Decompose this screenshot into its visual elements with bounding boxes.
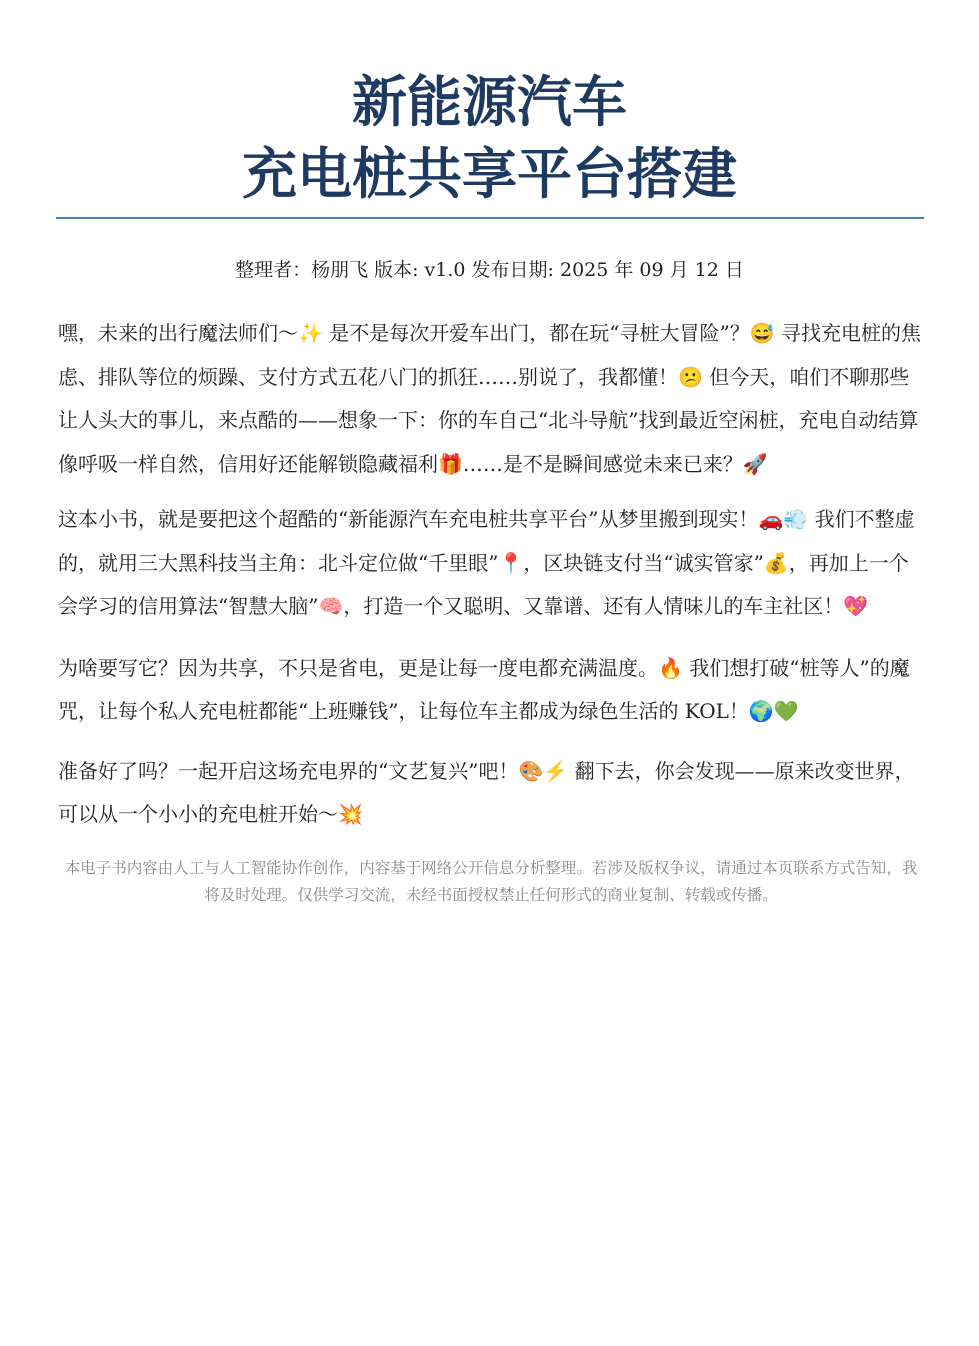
paragraph-purpose: 这本小书，就是要把这个超酷的“新能源汽车充电桩共享平台”从梦里搬到现实！🚗💨 我们不整虚的，就用三大黑科技当主角：北斗定位做“千里眼”📍，区块链支付当“诚实管家”💰，再加上一个会学习的信用算法“智慧大脑”🧠，打造一个又聪明、又靠谱、还有人情味儿的车主社区！💖 <box>58 507 915 618</box>
title-divider <box>56 217 924 219</box>
document-title <box>0 66 979 210</box>
paragraph-intro: 嘿，未来的出行魔法师们～✨ 是不是每次开爱车出门，都在玩“寻桩大冒险”？😅 寻找充电桩的焦虑、排队等位的烦躁、支付方式五花八门的抓狂……别说了，我都懂！😕 但今天，咱们不聊那些让人头大的事儿，来点酷的——想象一下：你的车自己“北斗导航”找到最近空闲桩，充电自动结算像呼吸一样自然，信用好还能解锁隐藏福利🎁……是不是瞬间感觉未来已来？🚀 <box>58 321 921 476</box>
title-line-1: 新能源汽车 <box>351 70 627 134</box>
document-meta: 整理者：杨朋飞 版本: v1.0 发布日期: 2025 年 09 月 12 日 <box>235 259 744 281</box>
title-line-2: 充电桩共享平台搭建 <box>241 142 737 206</box>
document-body <box>58 312 924 909</box>
copyright-disclaimer: 本电子书内容由人工与人工智能协作创作，内容基于网络公开信息分析整理。若涉及版权争议，请通过本页联系方式告知，我将及时处理。仅供学习交流，未经书面授权禁止任何形式的商业复制、转载或传播。 <box>64 858 918 904</box>
paragraph-why: 为啥要写它？因为共享，不只是省电，更是让每一度电都充满温度。🔥 我们想打破“桩等人”的魔咒，让每个私人充电桩都能“上班赚钱”，让每位车主都成为绿色生活的 KOL！🌍💚 <box>58 655 910 723</box>
paragraph-call-to-action: 准备好了吗？一起开启这场充电界的“文艺复兴”吧！🎨⚡ 翻下去，你会发现——原来改变世界，可以从一个小小的充电桩开始～💥 <box>58 758 915 826</box>
